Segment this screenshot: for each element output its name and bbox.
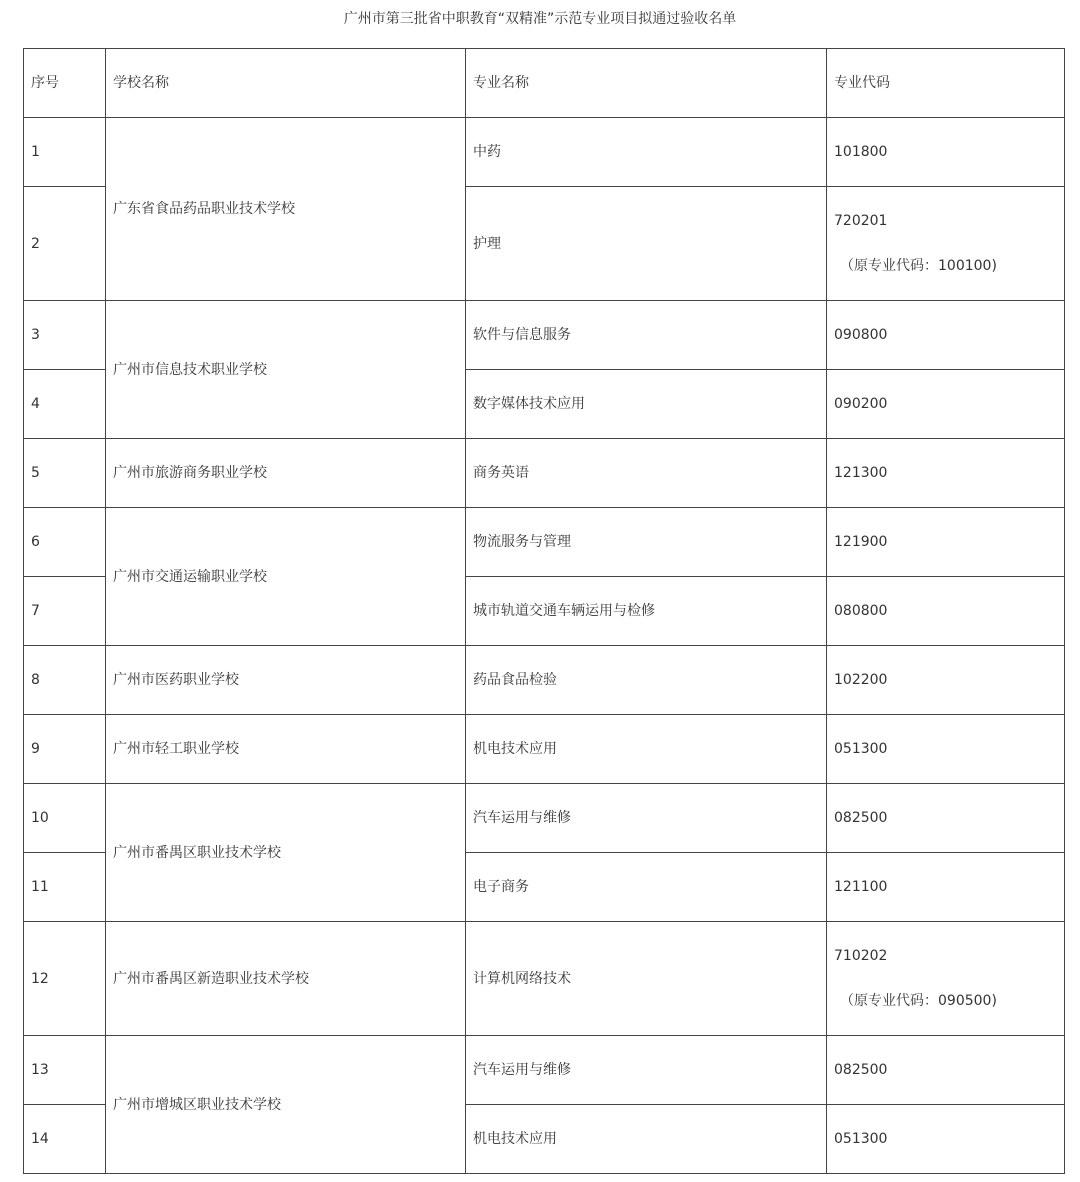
row-code-value: 710202: [834, 948, 888, 964]
row-index: 14: [24, 1105, 106, 1174]
row-index: 10: [24, 784, 106, 853]
row-major: 汽车运用与维修: [466, 1036, 827, 1105]
row-code: 090200: [827, 370, 1065, 439]
row-code: 051300: [827, 1105, 1065, 1174]
table-row: [24, 439, 1065, 508]
row-school: 广州市轻工职业学校: [106, 715, 466, 784]
row-major: 机电技术应用: [466, 1105, 827, 1174]
row-major: 护理: [466, 187, 827, 301]
row-code: [827, 922, 1065, 1036]
row-major: 软件与信息服务: [466, 301, 827, 370]
row-code: 102200: [827, 646, 1065, 715]
row-index: 12: [24, 922, 106, 1036]
row-school: 广州市旅游商务职业学校: [106, 439, 466, 508]
row-major: 汽车运用与维修: [466, 784, 827, 853]
row-code-note: （原专业代码：100100): [840, 258, 997, 274]
page-title: 广州市第三批省中职教育“双精准”示范专业项目拟通过验收名单: [343, 11, 737, 27]
row-major: 机电技术应用: [466, 715, 827, 784]
row-school: 广州市信息技术职业学校: [106, 301, 466, 439]
row-code: 082500: [827, 784, 1065, 853]
row-code: 051300: [827, 715, 1065, 784]
header-code: 专业代码: [827, 49, 1065, 118]
row-index: 3: [24, 301, 106, 370]
row-major: 药品食品检验: [466, 646, 827, 715]
table-row: [24, 922, 1065, 1036]
row-major: 数字媒体技术应用: [466, 370, 827, 439]
row-code-value: 720201: [834, 213, 888, 229]
header-school: 学校名称: [106, 49, 466, 118]
table-row: [24, 784, 1065, 853]
table-row: [24, 301, 1065, 370]
row-code: 101800: [827, 118, 1065, 187]
row-index: 6: [24, 508, 106, 577]
row-index: 8: [24, 646, 106, 715]
row-index: 9: [24, 715, 106, 784]
table-row: [24, 1036, 1065, 1105]
table-row: [24, 508, 1065, 577]
row-school: 广州市医药职业学校: [106, 646, 466, 715]
row-index: 1: [24, 118, 106, 187]
header-index: 序号: [24, 49, 106, 118]
row-code: 121900: [827, 508, 1065, 577]
table-row: [24, 118, 1065, 187]
row-code: 082500: [827, 1036, 1065, 1105]
row-code: 121300: [827, 439, 1065, 508]
row-major: 中药: [466, 118, 827, 187]
row-school: 广州市番禺区新造职业技术学校: [106, 922, 466, 1036]
row-code: [827, 187, 1065, 301]
table-row: [24, 646, 1065, 715]
row-index: 11: [24, 853, 106, 922]
row-index: 5: [24, 439, 106, 508]
row-code-note: （原专业代码：090500): [840, 993, 997, 1009]
row-school: 广州市番禺区职业技术学校: [106, 784, 466, 922]
row-index: 7: [24, 577, 106, 646]
row-index: 2: [24, 187, 106, 301]
table-header-row: [24, 49, 1065, 118]
row-code: 080800: [827, 577, 1065, 646]
acceptance-list-table: [23, 48, 1065, 1174]
row-major: 计算机网络技术: [466, 922, 827, 1036]
row-school: 广州市交通运输职业学校: [106, 508, 466, 646]
row-index: 4: [24, 370, 106, 439]
row-major: 电子商务: [466, 853, 827, 922]
row-school: 广东省食品药品职业技术学校: [106, 118, 466, 301]
row-major: 城市轨道交通车辆运用与检修: [466, 577, 827, 646]
row-code: 121100: [827, 853, 1065, 922]
table-row: [24, 715, 1065, 784]
row-major: 商务英语: [466, 439, 827, 508]
row-code: 090800: [827, 301, 1065, 370]
row-index: 13: [24, 1036, 106, 1105]
row-school: 广州市增城区职业技术学校: [106, 1036, 466, 1174]
row-major: 物流服务与管理: [466, 508, 827, 577]
header-major: 专业名称: [466, 49, 827, 118]
